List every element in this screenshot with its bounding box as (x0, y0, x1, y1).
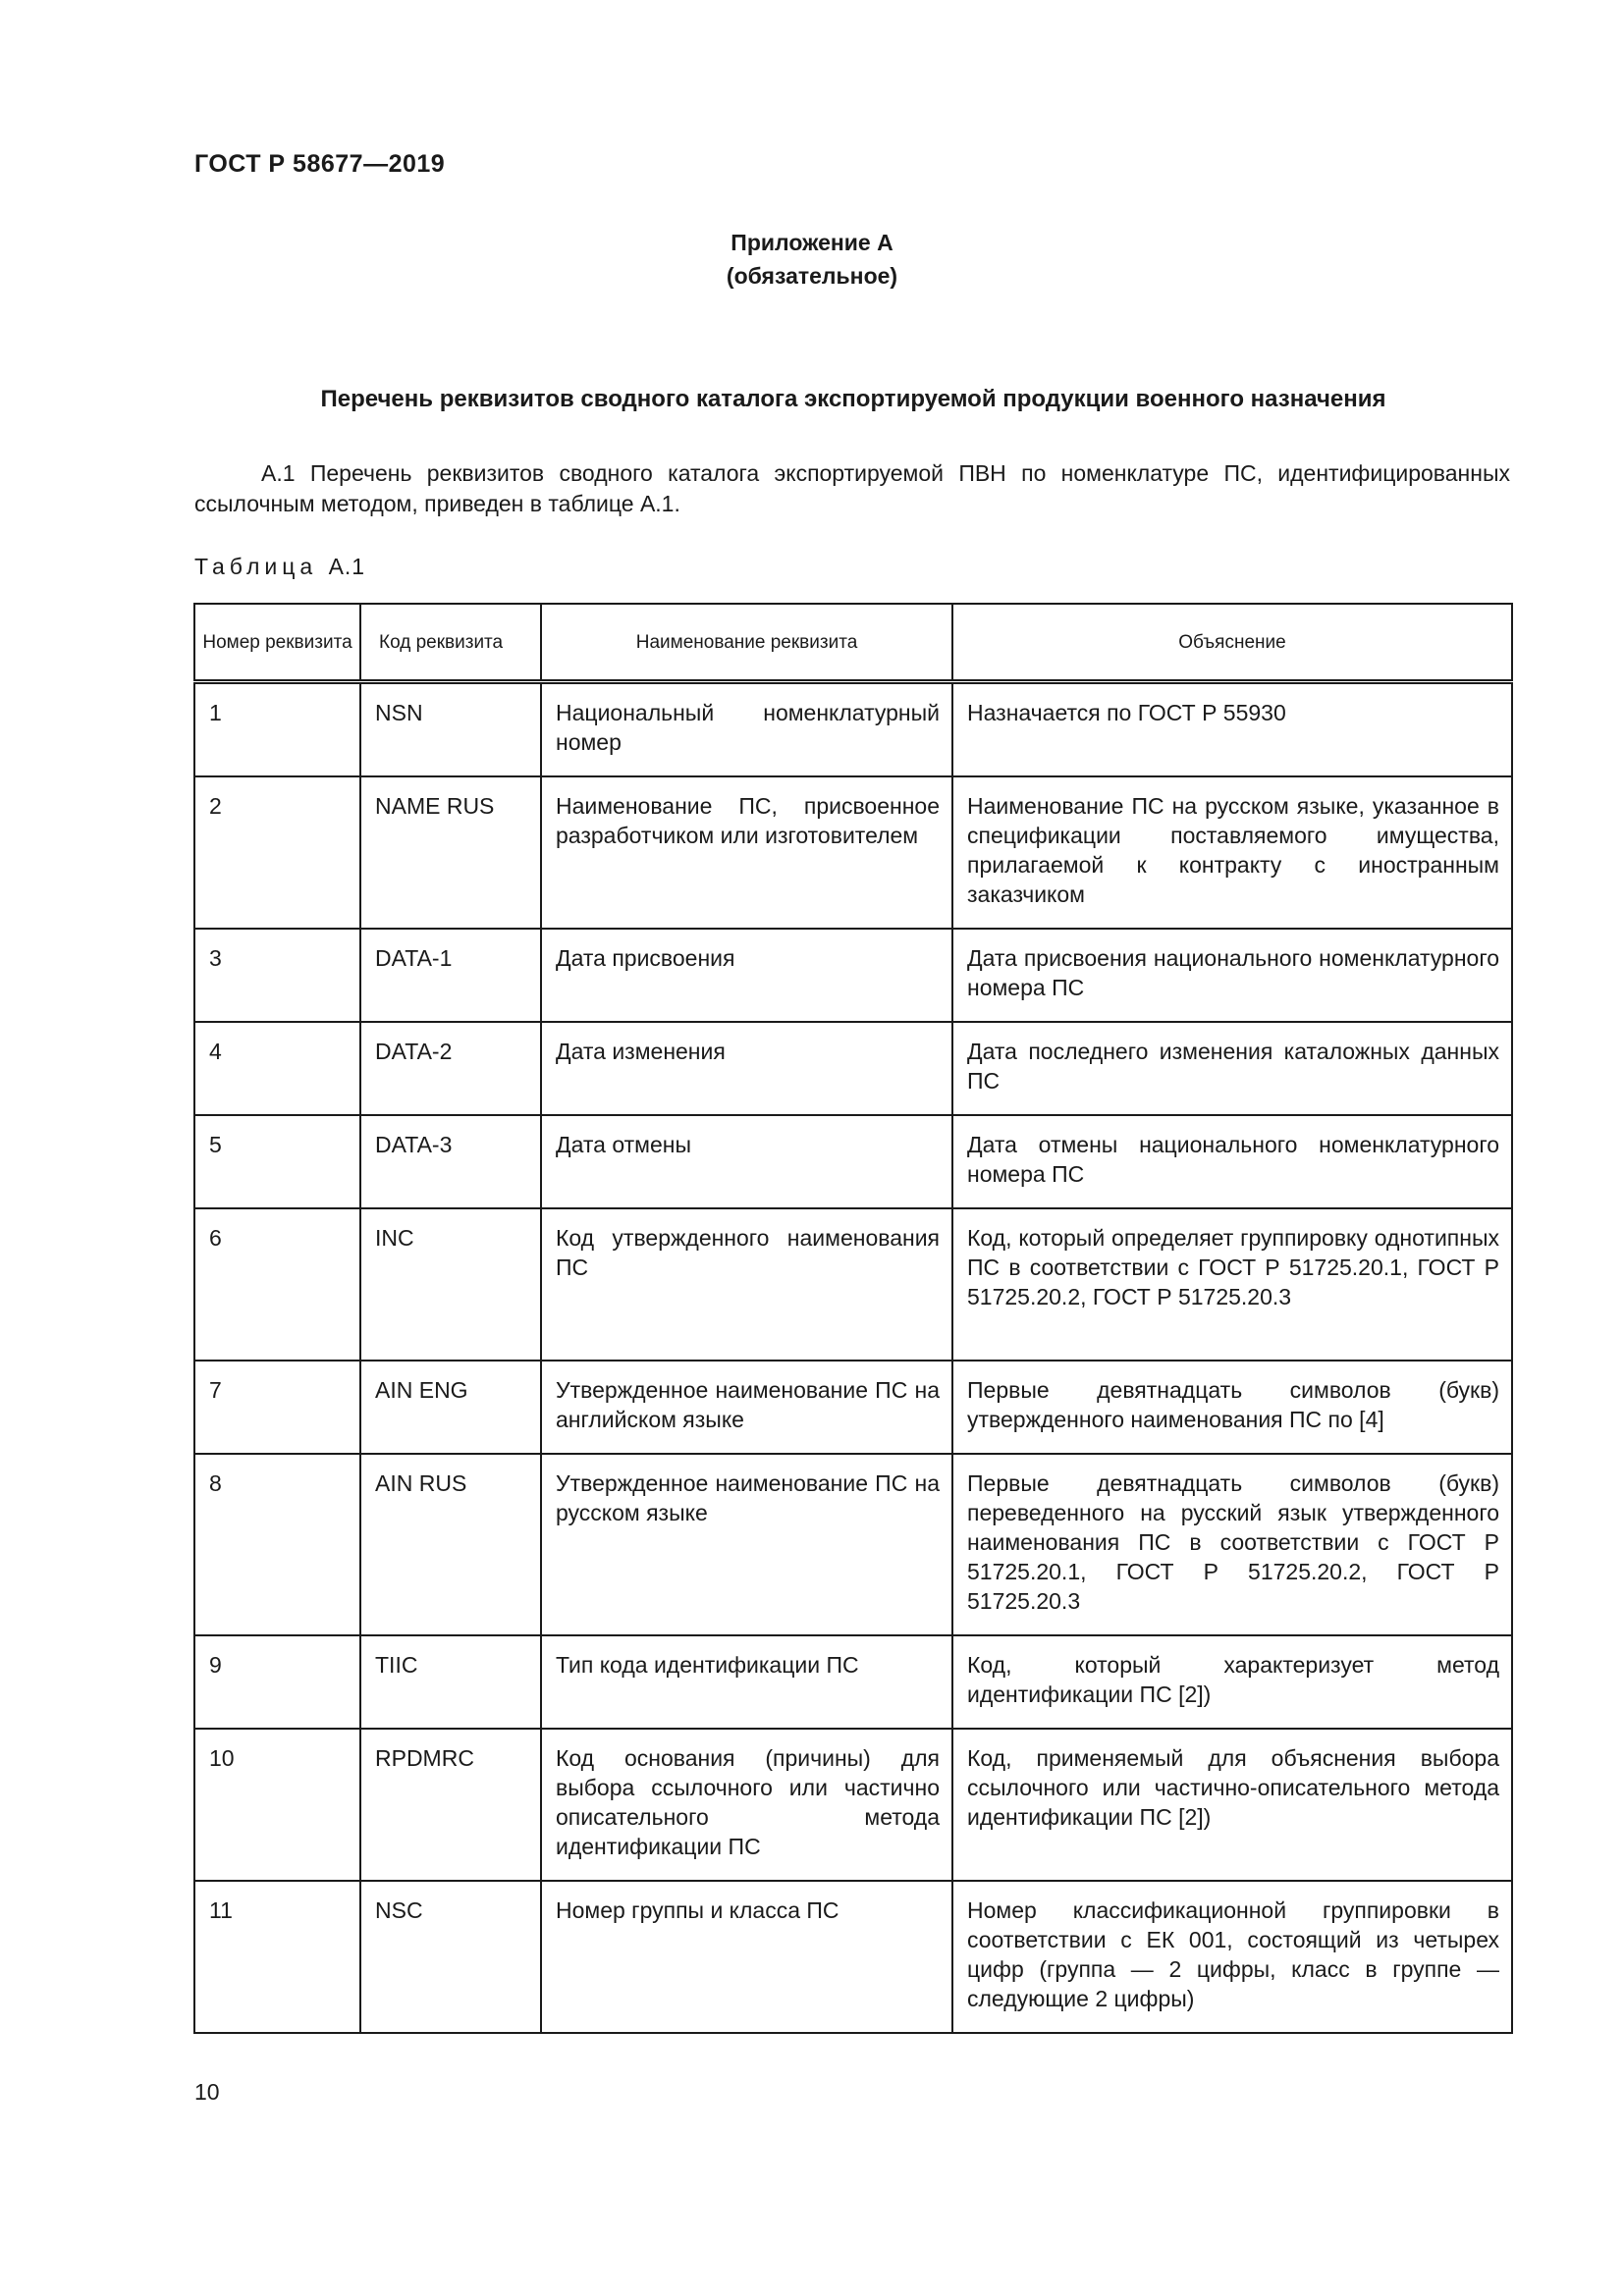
table-caption (194, 554, 365, 580)
table-row (194, 1208, 1512, 1361)
header-number: Номер реквизита (194, 604, 360, 682)
cell-name: Тип кода идентификации ПС (541, 1635, 952, 1729)
cell-name: Дата изменения (541, 1022, 952, 1115)
table-row (194, 929, 1512, 1022)
header-code: Код реквизита (360, 604, 541, 682)
appendix-status: (обязательное) (726, 263, 898, 289)
cell-name: Дата отмены (541, 1115, 952, 1208)
cell-number: 10 (194, 1729, 360, 1881)
cell-name: Национальный номенклатурный номер (541, 682, 952, 777)
cell-code: DATA-1 (360, 929, 541, 1022)
cell-description: Код, который определяет группировку однотипных ПС в соответствии с ГОСТ Р 51725.20.1, ГОСТ Р 51725.20.2, ГОСТ Р 51725.20.3 (952, 1208, 1512, 1361)
document-code: ГОСТ Р 58677—2019 (194, 150, 446, 178)
cell-description: Наименование ПС на русском языке, указанное в спецификации поставляемого имущества, прилагаемой к контракту с иностранным заказчиком (952, 776, 1512, 929)
cell-code: NAME RUS (360, 776, 541, 929)
table-caption-label: Таблица (194, 554, 318, 579)
cell-number: 7 (194, 1361, 360, 1454)
cell-name: Код утвержденного наименования ПС (541, 1208, 952, 1361)
table-row (194, 1361, 1512, 1454)
cell-description: Дата последнего изменения каталожных данных ПС (952, 1022, 1512, 1115)
cell-code: NSC (360, 1881, 541, 2033)
table-caption-number: А.1 (328, 554, 366, 579)
table-row (194, 1729, 1512, 1881)
cell-description: Дата отмены национального номенклатурного номера ПС (952, 1115, 1512, 1208)
appendix-heading (0, 226, 1624, 293)
cell-code: RPDMRC (360, 1729, 541, 1881)
cell-code: NSN (360, 682, 541, 777)
cell-code: AIN RUS (360, 1454, 541, 1635)
cell-description: Первые девятнадцать символов (букв) утвержденного наименования ПС по [4] (952, 1361, 1512, 1454)
cell-name: Утвержденное наименование ПС на английском языке (541, 1361, 952, 1454)
cell-name: Наименование ПС, присвоенное разработчиком или изготовителем (541, 776, 952, 929)
appendix-title: Приложение А (731, 230, 893, 255)
cell-number: 8 (194, 1454, 360, 1635)
table-row (194, 1454, 1512, 1635)
cell-name: Дата присвоения (541, 929, 952, 1022)
cell-name: Утвержденное наименование ПС на русском языке (541, 1454, 952, 1635)
header-description: Объяснение (952, 604, 1512, 682)
cell-name: Номер группы и класса ПС (541, 1881, 952, 2033)
cell-description: Назначается по ГОСТ Р 55930 (952, 682, 1512, 777)
cell-code: AIN ENG (360, 1361, 541, 1454)
cell-number: 3 (194, 929, 360, 1022)
requisites-table (193, 603, 1513, 2034)
cell-number: 6 (194, 1208, 360, 1361)
table-row (194, 776, 1512, 929)
cell-description: Номер классификационной группировки в соответствии с ЕК 001, состоящий из четырех цифр (группа — 2 цифры, класс в группе — следующие 2 цифры) (952, 1881, 1512, 2033)
header-name: Наименование реквизита (541, 604, 952, 682)
section-title: Перечень реквизитов сводного каталога экспортируемой продукции военного назначения (320, 386, 1386, 412)
table-row (194, 1022, 1512, 1115)
cell-number: 5 (194, 1115, 360, 1208)
cell-number: 4 (194, 1022, 360, 1115)
cell-description: Код, который характеризует метод идентификации ПС [2]) (952, 1635, 1512, 1729)
page-number: 10 (194, 2079, 220, 2105)
cell-name: Код основания (причины) для выбора ссылочного или частично описательного метода идентификации ПС (541, 1729, 952, 1881)
cell-description: Первые девятнадцать символов (букв) переведенного на русский язык утвержденного наименования ПС в соответствии с ГОСТ Р 51725.20.1, ГОСТ Р 51725.20.2, ГОСТ Р 51725.20.3 (952, 1454, 1512, 1635)
table-row (194, 682, 1512, 777)
table-row (194, 1115, 1512, 1208)
cell-code: INC (360, 1208, 541, 1361)
intro-paragraph: А.1 Перечень реквизитов сводного каталога экспортируемой ПВН по номенклатуре ПС, идентифицированных ссылочным методом, приведен в таблице А.1. (194, 460, 1510, 516)
table-row (194, 1881, 1512, 2033)
table-row (194, 1635, 1512, 1729)
cell-number: 1 (194, 682, 360, 777)
cell-number: 2 (194, 776, 360, 929)
cell-number: 9 (194, 1635, 360, 1729)
cell-description: Дата присвоения национального номенклатурного номера ПС (952, 929, 1512, 1022)
cell-number: 11 (194, 1881, 360, 2033)
cell-description: Код, применяемый для объяснения выбора ссылочного или частично-описательного метода идентификации ПС [2]) (952, 1729, 1512, 1881)
cell-code: TIIC (360, 1635, 541, 1729)
cell-code: DATA-2 (360, 1022, 541, 1115)
cell-code: DATA-3 (360, 1115, 541, 1208)
table-header-row (194, 604, 1512, 682)
